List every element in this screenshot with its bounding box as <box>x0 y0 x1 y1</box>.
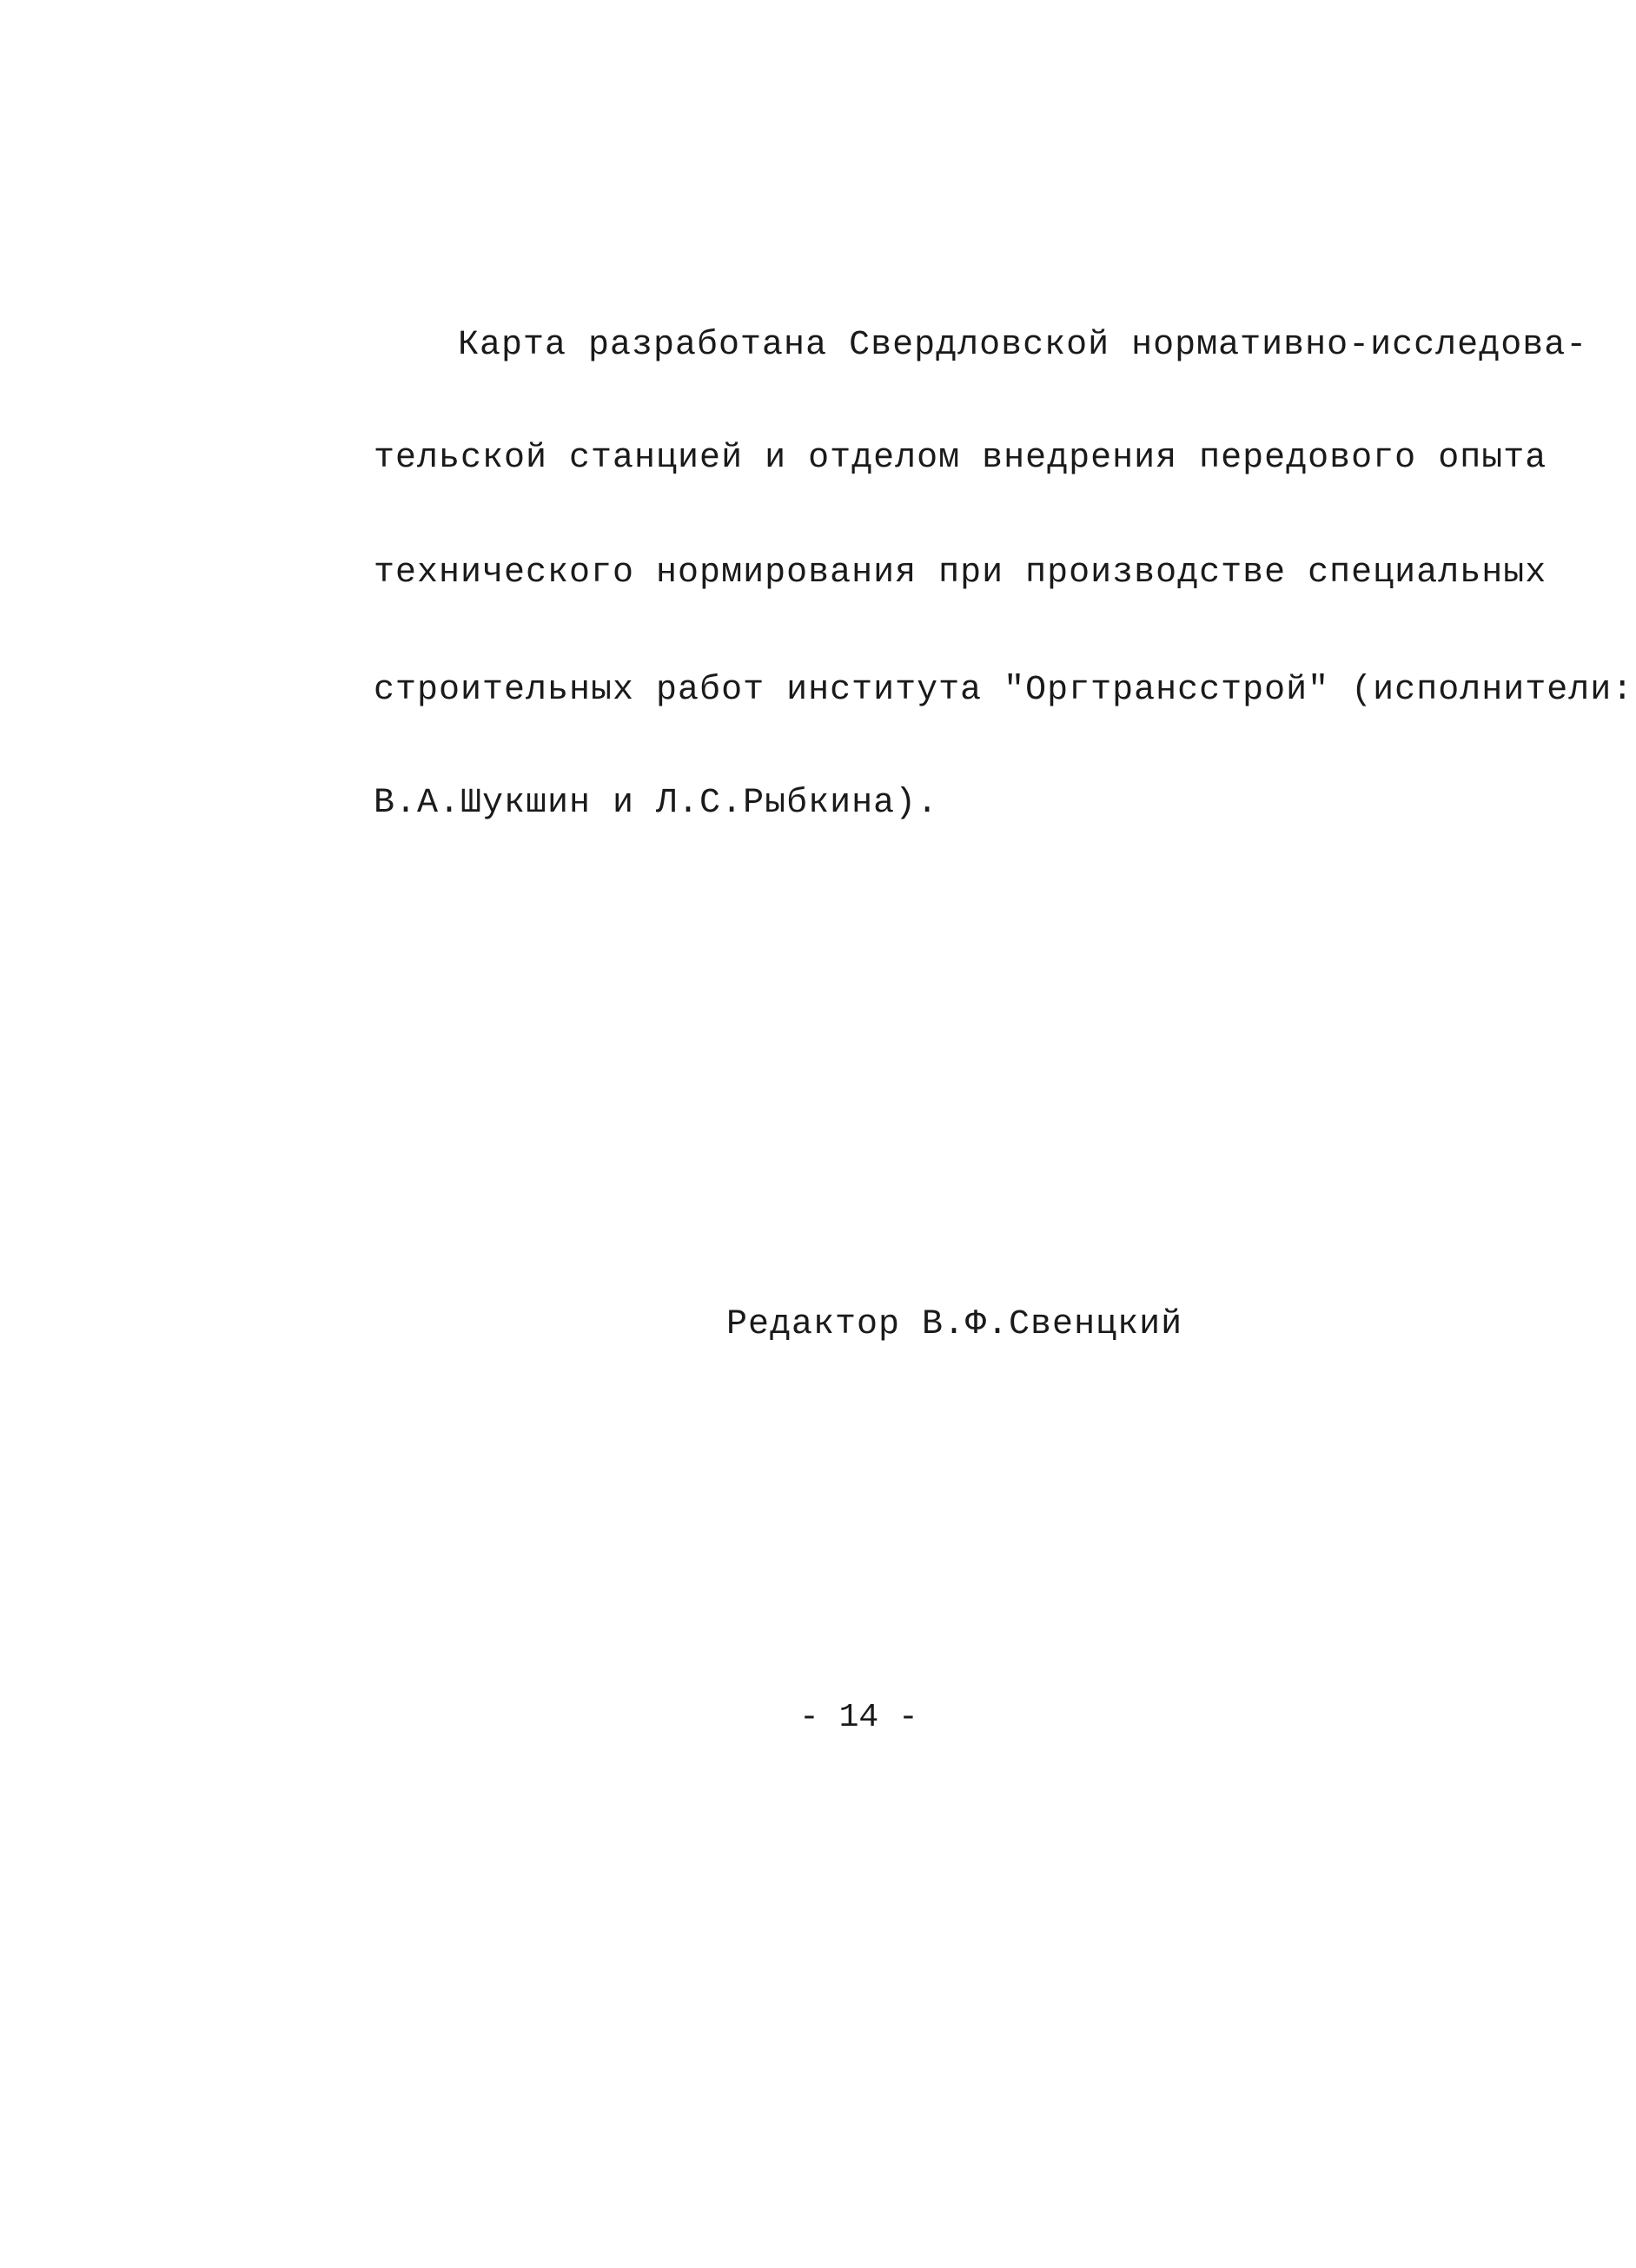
paragraph-line-1: Карта разработана Свердловской нормативно-исследова- <box>458 326 1588 365</box>
paragraph-line-5: В.А.Шукшин и Л.С.Рыбкина). <box>374 784 939 823</box>
paragraph-line-4: строительных работ института "Оргтрансстрой" (исполнители: <box>374 671 1634 710</box>
page-number: - 14 - <box>799 1699 918 1736</box>
paragraph-line-3: технического нормирования при производстве специальных <box>374 554 1547 593</box>
paragraph-line-2: тельской станцией и отделом внедрения передового опыта <box>374 439 1547 478</box>
editor-credit: Редактор В.Ф.Свенцкий <box>726 1305 1183 1344</box>
